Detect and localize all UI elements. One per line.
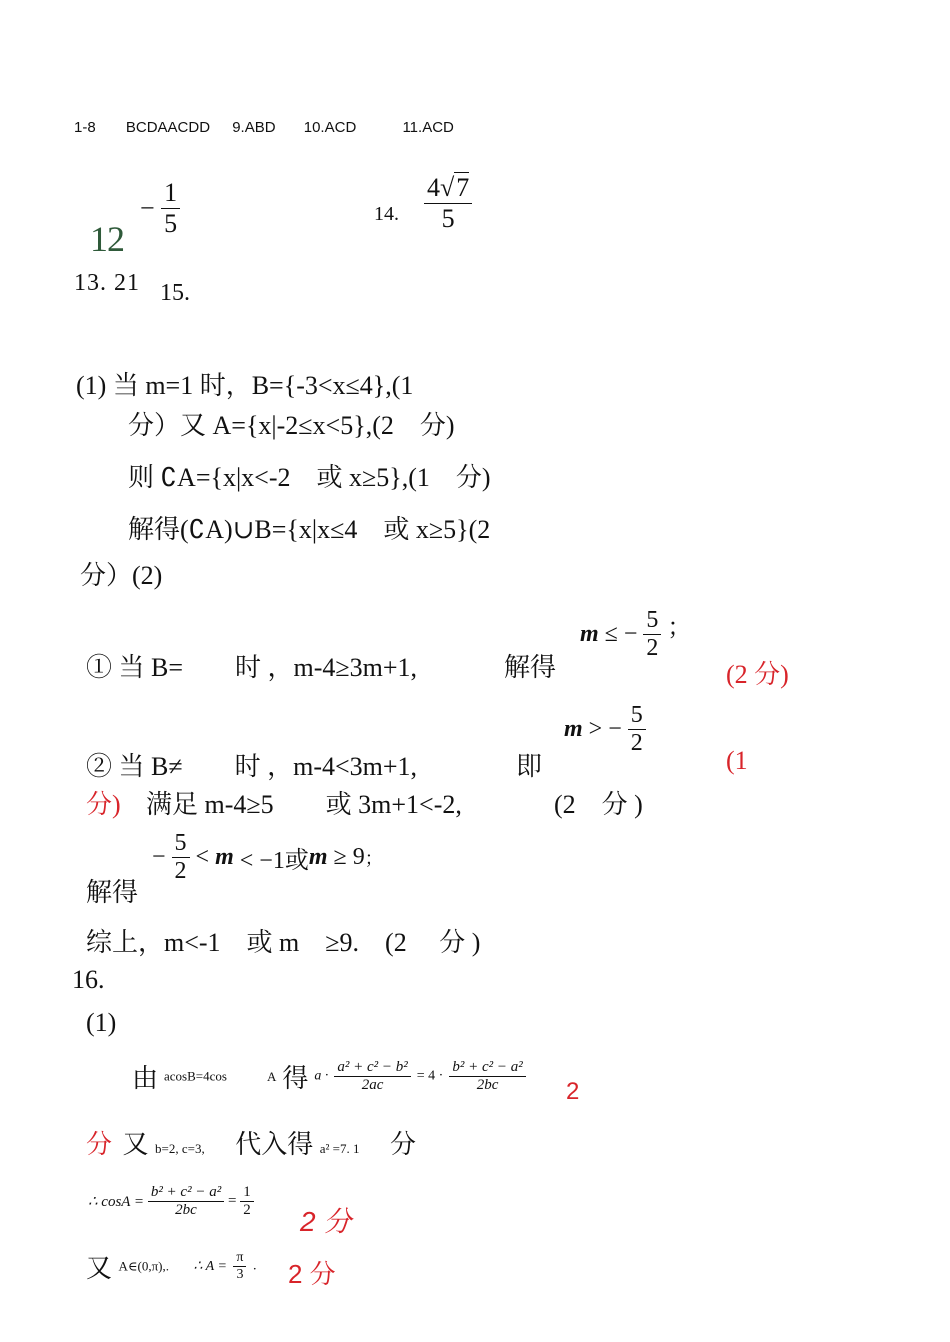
q16-range: A∈(0,π),. [118, 1258, 169, 1274]
q16-you: 又 [122, 1129, 149, 1159]
q16-concl-end: . [252, 1258, 257, 1274]
q15-summary: 综上，m<-1 或 m ≥9. (2 分 ) [86, 928, 481, 957]
answers-seq: BCDAACDD [125, 119, 211, 136]
answers-q9: 9.ABD [232, 119, 276, 136]
q16-eq-a: a · [314, 1068, 329, 1084]
q12-num: 1 [164, 178, 178, 207]
q14-num [424, 173, 472, 203]
q15-solve-rest-a: < [195, 844, 216, 870]
q16-by: 由 [132, 1064, 159, 1093]
q15-line1: (1) 当 m=1 时，B={-3<x≤4},(1 [76, 371, 414, 400]
answers-q10: 10.ACD [303, 119, 357, 136]
q14-radicand: 7 [456, 173, 470, 202]
q15-case2-num: 5 [630, 702, 643, 728]
sqrt-icon: √ [440, 173, 455, 202]
q15-case2-fraction [628, 702, 646, 757]
q15-solve-rest-c: ≥ 9 [327, 844, 365, 870]
q12-fraction [161, 178, 180, 239]
q15-case1-formula [580, 607, 691, 662]
q15-case2-score1: (1 [726, 746, 748, 775]
q15-case2-den: 2 [630, 730, 643, 756]
q16-cos-rnum: 1 [243, 1184, 251, 1200]
q12-sign: − [140, 193, 155, 223]
q16-cos-rfrac [240, 1184, 254, 1219]
q15-solve-m1: m [215, 844, 234, 870]
q14-den: 5 [441, 204, 455, 233]
q16-you2: 又 [86, 1253, 113, 1283]
q15-solve-num: 5 [174, 830, 187, 856]
q15-case2-m: m [564, 716, 583, 742]
q15-solve-fraction [172, 830, 190, 885]
q15-case1-m: m [580, 621, 599, 647]
q16-cos-rden: 2 [243, 1202, 251, 1218]
q15-case1-solve: 解得 [504, 653, 557, 682]
q15-line3: 则 ∁A={x|x<-2 或 x≥5},(1 分) [128, 463, 491, 492]
q16-three: 3 [236, 1267, 244, 1282]
q16-condA: A [266, 1068, 277, 1084]
q16-cos-eq: = [227, 1193, 237, 1209]
q16-score2: 2 分 [300, 1206, 352, 1237]
q16-label: 16. [72, 965, 105, 994]
q14-label: 14. [374, 203, 399, 225]
q16-pi: π [236, 1250, 244, 1265]
q16-sub: 代入得 [235, 1129, 314, 1159]
q15-line5: 分）(2) [80, 561, 163, 590]
q12-label: 12 [90, 219, 124, 259]
q16-eq-num1: a² + c² − b² [337, 1059, 408, 1075]
q15-solve-rest-b: < −1或 [233, 848, 309, 874]
q15-line2: 分）又 A={x|-2≤x<5},(2 分) [128, 411, 455, 440]
q16-line2 [86, 1124, 416, 1161]
q15-solve-formula [152, 830, 383, 885]
q15-case2-score2: 分) [86, 790, 121, 819]
q15-case1-text: ① 当 B= 时 ，m-4≥3m+1, [86, 653, 418, 682]
q15-case2-rel: > − [588, 716, 622, 742]
q15-case2-score3: (2 分 ) [554, 790, 643, 819]
q13-label: 13. 21 [74, 270, 140, 296]
q16-cos-lhs: ∴ cosA = [88, 1194, 145, 1210]
q16-line1 [132, 1058, 526, 1095]
q15-label: 15. [160, 280, 190, 306]
q15-line4: 解得(∁A)∪B={x|x≤4 或 x≥5}(2 [128, 515, 491, 544]
q15-solve-sign: − [152, 844, 166, 870]
q15-case2-formula [564, 702, 646, 757]
q12-den: 5 [164, 209, 178, 238]
q15-solve-label: 解得 [86, 878, 139, 907]
q16-de: 得 [282, 1064, 309, 1093]
q16-cos-frac [148, 1184, 224, 1219]
q15-case1-num: 5 [646, 607, 659, 633]
q16-eq-den2: 2bc [476, 1077, 499, 1093]
q15-solve-m2: m [308, 844, 328, 870]
q16-given: b=2, c=3, [155, 1141, 205, 1156]
q15-case2-text: ② 当 B≠ 时 ，m-4<3m+1, [86, 752, 418, 781]
q15-case2-ji: 即 [516, 752, 543, 781]
q14-answer [424, 173, 472, 234]
q15-case1-rel: ≤ − [604, 621, 638, 647]
answers-q11: 11.ACD [402, 119, 454, 136]
q16-line3 [88, 1184, 254, 1219]
q16-eq-mid: = 4 · [416, 1068, 444, 1084]
q15-case1-den: 2 [646, 635, 659, 661]
q16-fen: 分 [389, 1129, 416, 1159]
q15-case1-score: (2 分) [726, 660, 789, 689]
q16-score1a: 2 [566, 1078, 580, 1105]
q15-solve-den: 2 [174, 858, 187, 884]
q16-concl: ∴ A = [193, 1259, 227, 1274]
q16-line4 [86, 1248, 256, 1285]
q16-cos-den: 2bc [175, 1202, 197, 1218]
q15-case2-cond: 满足 m-4≥5 或 3m+1<-2, [146, 790, 462, 819]
q16-part: (1) [86, 1008, 117, 1037]
q16-eq-frac1 [334, 1059, 410, 1094]
q16-eq-frac2 [449, 1059, 525, 1094]
q16-cos-num: b² + c² − a² [150, 1184, 222, 1200]
q12-answer [140, 178, 180, 239]
q14-fraction [424, 173, 472, 234]
q16-a2: a² =7. 1 [319, 1141, 360, 1156]
q15-case1-fraction [643, 607, 661, 662]
answers-range: 1-8 [74, 119, 96, 136]
q16-eq-num2: b² + c² − a² [452, 1059, 523, 1075]
q16-cond: acosB=4cos [164, 1068, 227, 1084]
q16-score3: 2 分 [288, 1259, 336, 1289]
q16-pi-frac [233, 1250, 246, 1283]
q16-eq-den1: 2ac [361, 1077, 384, 1093]
answers-line [74, 119, 454, 136]
q16-score1b: 分 [86, 1129, 113, 1159]
q14-coef: 4 [427, 173, 440, 202]
q15-solve-end: ； [364, 848, 383, 869]
q15-case1-end: ； [667, 615, 692, 641]
